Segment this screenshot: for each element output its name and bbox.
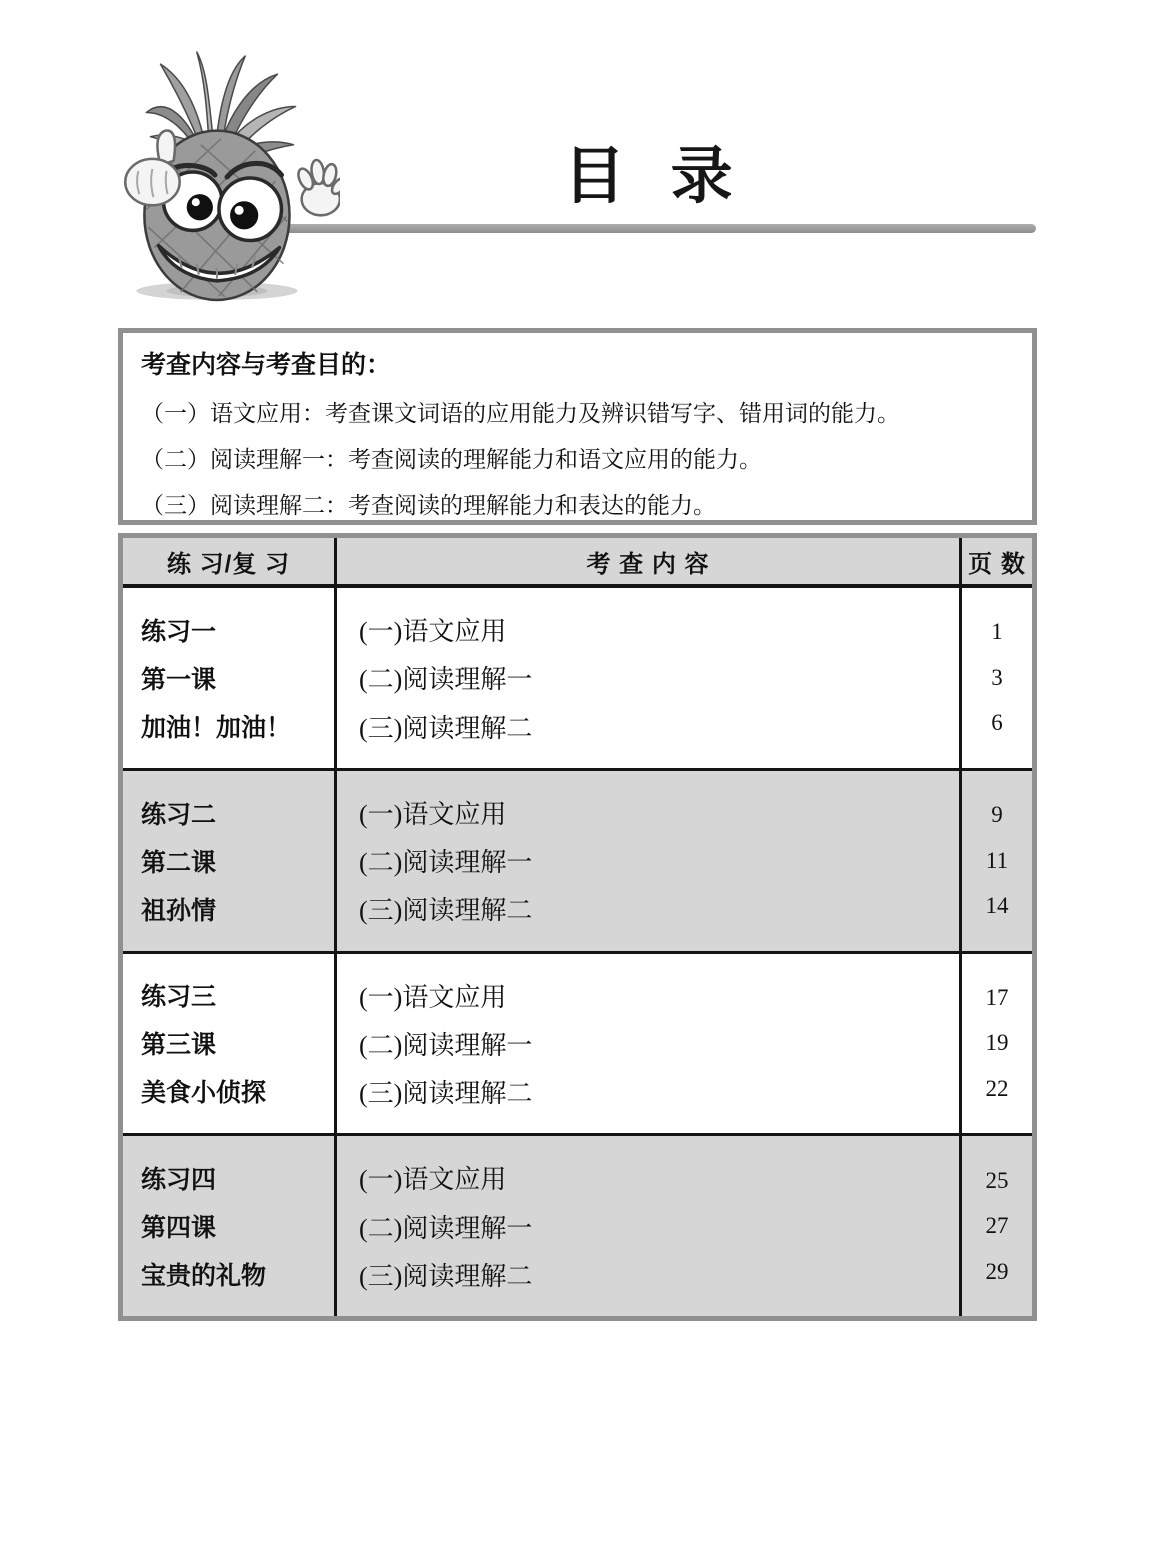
page-number: 27 (985, 1213, 1009, 1239)
intro-item-2: （二）阅读理解一：考查阅读的理解能力和语文应用的能力。 (141, 446, 762, 472)
table-row-exercise-2 (123, 768, 1032, 951)
table-row-exercise-3 (123, 951, 1032, 1134)
content-cell (337, 588, 962, 768)
page-number: 3 (991, 664, 1003, 690)
exercise-cell (123, 588, 337, 768)
exercise-cell (123, 954, 337, 1134)
intro-item-3: （三）阅读理解二：考查阅读的理解能力和表达的能力。 (141, 492, 716, 518)
pineapple-mascot-icon (108, 50, 340, 302)
toc-table (118, 533, 1037, 1321)
toc-entry: (三)阅读理解二 (359, 1079, 533, 1109)
page-number: 1 (991, 619, 1003, 645)
toc-entry: (二)阅读理解一 (359, 848, 533, 878)
toc-entry: (一)语文应用 (359, 617, 507, 647)
lesson-number: 第一课 (141, 665, 217, 694)
table-row-exercise-1 (123, 588, 1032, 768)
intro-box (118, 328, 1037, 525)
lesson-name: 加油！加油！ (141, 713, 292, 742)
content-cell (337, 1136, 962, 1316)
page-cell (962, 1136, 1032, 1316)
toc-entry: (一)语文应用 (359, 1165, 507, 1195)
lesson-number: 第四课 (141, 1214, 217, 1243)
page-number: 25 (985, 1167, 1009, 1193)
title-underline-bar (268, 224, 1036, 233)
lesson-number: 第三课 (141, 1031, 217, 1060)
toc-entry: (二)阅读理解一 (359, 665, 533, 695)
table-row-exercise-4 (123, 1133, 1032, 1316)
exercise-title: 练习二 (141, 800, 217, 829)
lesson-name: 美食小侦探 (141, 1079, 267, 1108)
page-number: 17 (985, 984, 1009, 1010)
exercise-cell (123, 771, 337, 951)
page-number: 14 (985, 893, 1009, 919)
exercise-title: 练习四 (141, 1166, 217, 1195)
toc-entry: (一)语文应用 (359, 799, 507, 829)
page-number: 29 (985, 1258, 1009, 1284)
page-cell (962, 771, 1032, 951)
exercise-title: 练习一 (141, 617, 217, 646)
toc-entry: (三)阅读理解二 (359, 896, 533, 926)
content-cell (337, 771, 962, 951)
header-page: 页 数 (968, 550, 1026, 578)
intro-item-1: （一）语文应用：考查课文词语的应用能力及辨识错写字、错用词的能力。 (141, 400, 900, 426)
toc-entry: (二)阅读理解一 (359, 1030, 533, 1060)
page-number: 6 (991, 710, 1003, 736)
header-content: 考 查 内 容 (337, 538, 962, 584)
page-number: 19 (985, 1030, 1009, 1056)
page-cell (962, 954, 1032, 1134)
lesson-name: 祖孙情 (141, 896, 217, 925)
content-cell (337, 954, 962, 1134)
intro-heading: 考查内容与考查目的： (141, 351, 392, 379)
page-cell (962, 588, 1032, 768)
exercise-cell (123, 1136, 337, 1316)
lesson-name: 宝贵的礼物 (141, 1262, 267, 1291)
toc-entry: (三)阅读理解二 (359, 713, 533, 743)
toc-entry: (三)阅读理解二 (359, 1261, 533, 1291)
page-title: 目 录 (563, 142, 737, 211)
page-number: 11 (985, 847, 1009, 873)
page-number: 9 (991, 802, 1003, 828)
toc-entry: (二)阅读理解一 (359, 1213, 533, 1243)
page-number: 22 (985, 1075, 1009, 1101)
table-header-row (123, 538, 1032, 588)
header-exercise: 练 习/复 习 (123, 538, 337, 584)
lesson-number: 第二课 (141, 848, 217, 877)
toc-entry: (一)语文应用 (359, 982, 507, 1012)
exercise-title: 练习三 (141, 983, 217, 1012)
